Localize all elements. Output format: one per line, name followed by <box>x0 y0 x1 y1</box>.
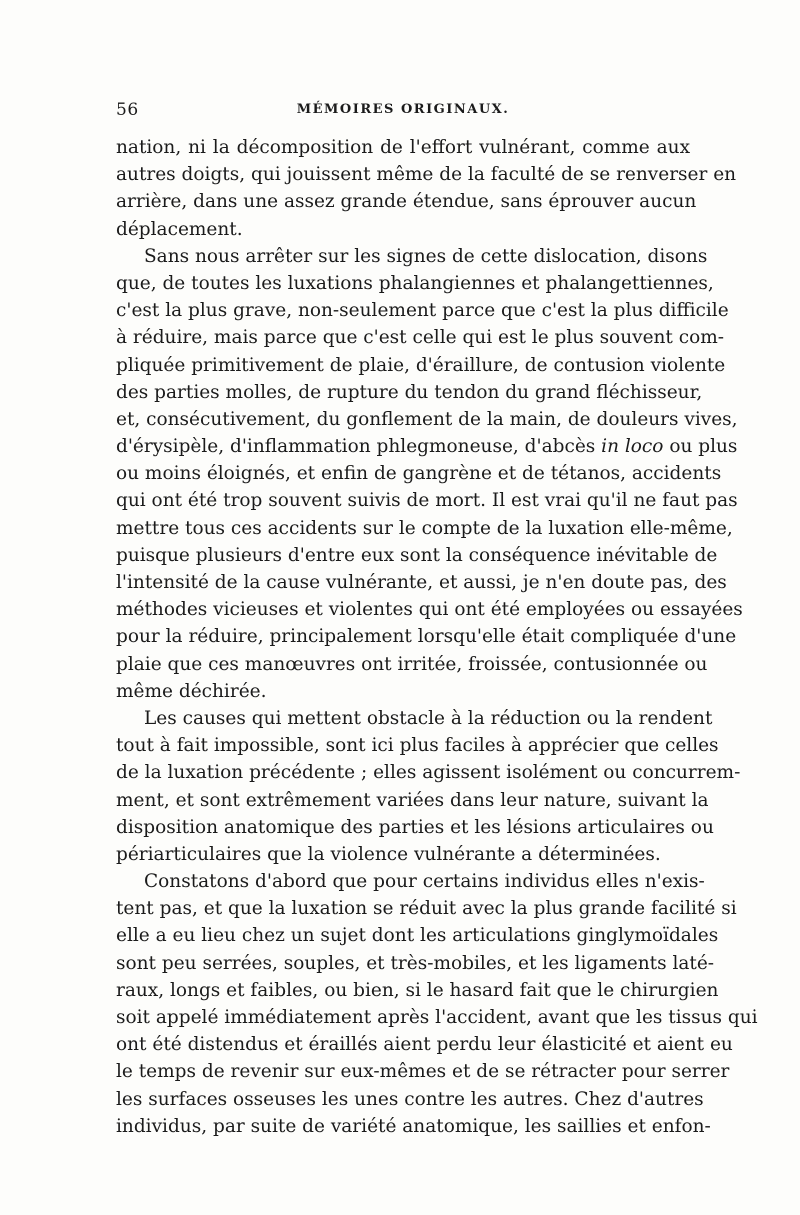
text-line: mettre tous ces accidents sur le compte de la luxation elle-même, <box>116 517 733 539</box>
text-line: à réduire, mais parce que c'est celle qui est le plus souvent com- <box>116 327 725 349</box>
text-line: nation, ni la décomposition de l'effort vulnérant, comme aux <box>116 137 690 158</box>
text-line: l'intensité de la cause vulnérante, et aussi, je n'en doute pas, des <box>116 572 727 593</box>
text-line: déplacement. <box>116 218 243 240</box>
text-line: qui ont été trop souvent suivis de mort. Il est vrai qu'il ne faut pas <box>116 490 738 512</box>
text-line: sont peu serrées, souples, et très-mobiles, et les ligaments laté- <box>116 952 715 974</box>
running-title: MÉMOIRES ORIGINAUX. <box>296 102 510 117</box>
text-line: disposition anatomique des parties et les lésions articulaires ou <box>116 816 714 838</box>
text-line: elle a eu lieu chez un sujet dont les articulations ginglymoïdales <box>116 925 719 947</box>
text-line: les surfaces osseuses les unes contre les autres. Chez d'autres <box>116 1088 704 1110</box>
text-line: tent pas, et que la luxation se réduit avec la plus grande facilité si <box>116 898 737 920</box>
text-line: arrière, dans une assez grande étendue, sans éprouver aucun <box>116 191 697 213</box>
paragraph-first-line: Constatons d'abord que pour certains individus elles n'exis- <box>144 871 705 893</box>
text-line: c'est la plus grave, non-seulement parce que c'est la plus difficile <box>116 300 729 322</box>
text-line: raux, longs et faibles, ou bien, si le hasard fait que le chirurgien <box>116 979 719 1001</box>
text-line: ment, et sont extrêmement variées dans leur nature, suivant la <box>116 789 709 811</box>
line-segment: d'érysipèle, d'inflammation phlegmoneuse, d'abcès <box>116 436 596 458</box>
paragraph-first-line: Sans nous arrêter sur les signes de cette dislocation, disons <box>144 245 708 267</box>
text-line-with-italic <box>116 433 738 460</box>
text-line: le temps de revenir sur eux-mêmes et de se rétracter pour serrer <box>116 1061 730 1083</box>
italic-phrase: in loco <box>601 436 664 458</box>
text-line: soit appelé immédiatement après l'accident, avant que les tissus qui <box>116 1007 758 1028</box>
text-line: que, de toutes les luxations phalangiennes et phalangettiennes, <box>116 272 714 294</box>
text-line: des parties molles, de rupture du tendon du grand fléchisseur, <box>116 381 703 403</box>
body-text <box>116 134 758 1140</box>
text-line: autres doigts, qui jouissent même de la faculté de se renverser en <box>116 164 737 186</box>
text-line: méthodes vicieuses et violentes qui ont été employées ou essayées <box>116 599 743 621</box>
text-line: individus, par suite de variété anatomique, les saillies et enfon- <box>116 1115 711 1137</box>
page-number: 56 <box>116 100 139 120</box>
text-line: et, consécutivement, du gonflement de la main, de douleurs vives, <box>116 408 738 430</box>
text-line: pour la réduire, principalement lorsqu'elle était compliquée d'une <box>116 626 737 648</box>
text-line: même déchirée. <box>116 680 267 702</box>
text-line: pliquée primitivement de plaie, d'éraillure, de contusion violente <box>116 354 726 376</box>
text-line: plaie que ces manœuvres ont irritée, froissée, contusionnée ou <box>116 653 708 675</box>
text-line: puisque plusieurs d'entre eux sont la conséquence inévitable de <box>116 544 718 566</box>
text-line: périarticulaires que la violence vulnérante a déterminées. <box>116 843 661 865</box>
text-line: tout à fait impossible, sont ici plus faciles à apprécier que celles <box>116 735 719 757</box>
line-segment: ou plus <box>663 436 738 458</box>
text-line: ou moins éloignés, et enfin de gangrène et de tétanos, accidents <box>116 463 722 485</box>
text-line: ont été distendus et éraillés aient perdu leur élasticité et aient eu <box>116 1034 733 1056</box>
text-line: de la luxation précédente ; elles agissent isolément ou concurrem- <box>116 762 741 784</box>
paragraph-first-line: Les causes qui mettent obstacle à la réduction ou la rendent <box>144 707 713 729</box>
running-head <box>116 100 690 128</box>
